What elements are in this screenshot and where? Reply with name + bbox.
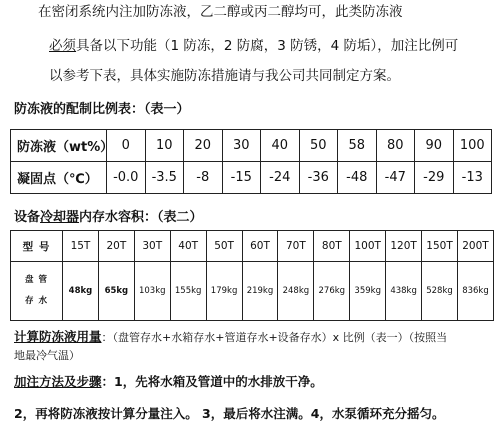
table-cell: 155kg <box>170 262 206 321</box>
row-label-model: 型 号 <box>11 231 63 262</box>
table-cell: 60T <box>242 231 278 262</box>
table-cell: -15 <box>222 162 261 194</box>
row-label-line: 存 水 <box>25 296 48 306</box>
table-cell: 248kg <box>278 262 314 321</box>
intro-line-1: 在密闭系统内注加防冻液，乙二醇或丙二醇均可，此类防冻液 <box>38 4 403 20</box>
row-label-concentration: 防冻液（wt%） <box>11 130 107 162</box>
table-cell: 179kg <box>206 262 242 321</box>
row-label-freezing-point: 凝固点（℃） <box>11 162 107 194</box>
row-label-line: 盘 管 <box>25 275 48 285</box>
table-cell: 80 <box>376 130 415 162</box>
antifreeze-ratio-table <box>10 129 492 194</box>
table-cell: 80T <box>314 231 350 262</box>
table-cell: 50 <box>299 130 338 162</box>
table-cell: -3.5 <box>145 162 184 194</box>
table-cell: 100 <box>453 130 492 162</box>
table-cell: 40T <box>170 231 206 262</box>
method-line-1 <box>14 372 323 392</box>
table-cell: 103kg <box>134 262 170 321</box>
table-cell: 65kg <box>98 262 134 321</box>
calc-line-2: 地最冷气温） <box>14 349 80 362</box>
table-cell: 359kg <box>350 262 386 321</box>
calc-line-1 <box>14 327 447 348</box>
method-label: 加注方法及步骤 <box>14 374 102 389</box>
calc-formula: ：（盘管存水+水箱存水+管道存水+设备存水）x 比例（表一）（按照当 <box>101 331 448 344</box>
water-volume-table <box>10 230 494 321</box>
table-cell: 70T <box>278 231 314 262</box>
table-cell: 90 <box>415 130 454 162</box>
table-row <box>11 130 492 162</box>
table-cell: 200T <box>457 231 493 262</box>
table2-heading-underlined: 冷却器 <box>40 210 80 225</box>
table-cell: 10 <box>145 130 184 162</box>
table2-heading <box>14 206 203 225</box>
table-cell: 58 <box>338 130 377 162</box>
table-cell: 20 <box>184 130 223 162</box>
table-cell: 219kg <box>242 262 278 321</box>
table-cell: 20T <box>98 231 134 262</box>
table-cell: -24 <box>261 162 300 194</box>
table-cell: -0.0 <box>107 162 146 194</box>
table-cell: 836kg <box>457 262 493 321</box>
table-row <box>11 262 494 321</box>
intro-line-3: 以参考下表，具体实施防冻措施请与我公司共同制定方案。 <box>49 68 400 84</box>
table-cell: -29 <box>415 162 454 194</box>
table-cell: 150T <box>422 231 458 262</box>
method-step-1: ：1，先将水箱及管道中的水排放干净。 <box>101 374 323 389</box>
table2-heading-pre: 设备 <box>14 210 41 225</box>
table-cell: 100T <box>350 231 386 262</box>
table-cell: 30T <box>134 231 170 262</box>
table-cell: -8 <box>184 162 223 194</box>
intro-line-2-text: 具备以下功能（1 防冻，2 防腐，3 防锈，4 防垢），加注比例可 <box>76 38 459 54</box>
table-cell: 276kg <box>314 262 350 321</box>
table-cell: 48kg <box>63 262 99 321</box>
table-cell: 438kg <box>386 262 422 321</box>
table2-heading-post: 内存水容积：（表二） <box>79 210 203 225</box>
row-label-coil-water <box>11 262 63 321</box>
calc-label: 计算防冻液用量 <box>14 329 102 344</box>
table-cell: 40 <box>261 130 300 162</box>
table-cell: -47 <box>376 162 415 194</box>
table-cell: -48 <box>338 162 377 194</box>
table-cell: 0 <box>107 130 146 162</box>
table-cell: -13 <box>453 162 492 194</box>
table-cell: 15T <box>63 231 99 262</box>
table-row <box>11 162 492 194</box>
table1-heading: 防冻液的配制比例表：（表一） <box>14 102 190 117</box>
table-cell: 50T <box>206 231 242 262</box>
table-cell: -36 <box>299 162 338 194</box>
method-line-2: 2，再将防冻液按计算分量注入。 3，最后将水注满。4，水泵循环充分摇匀。 <box>14 406 445 421</box>
table-cell: 528kg <box>422 262 458 321</box>
must-emphasis: 必须 <box>49 38 76 54</box>
table-cell: 30 <box>222 130 261 162</box>
intro-line-2 <box>49 36 458 56</box>
table-row <box>11 231 494 262</box>
table-cell: 120T <box>386 231 422 262</box>
